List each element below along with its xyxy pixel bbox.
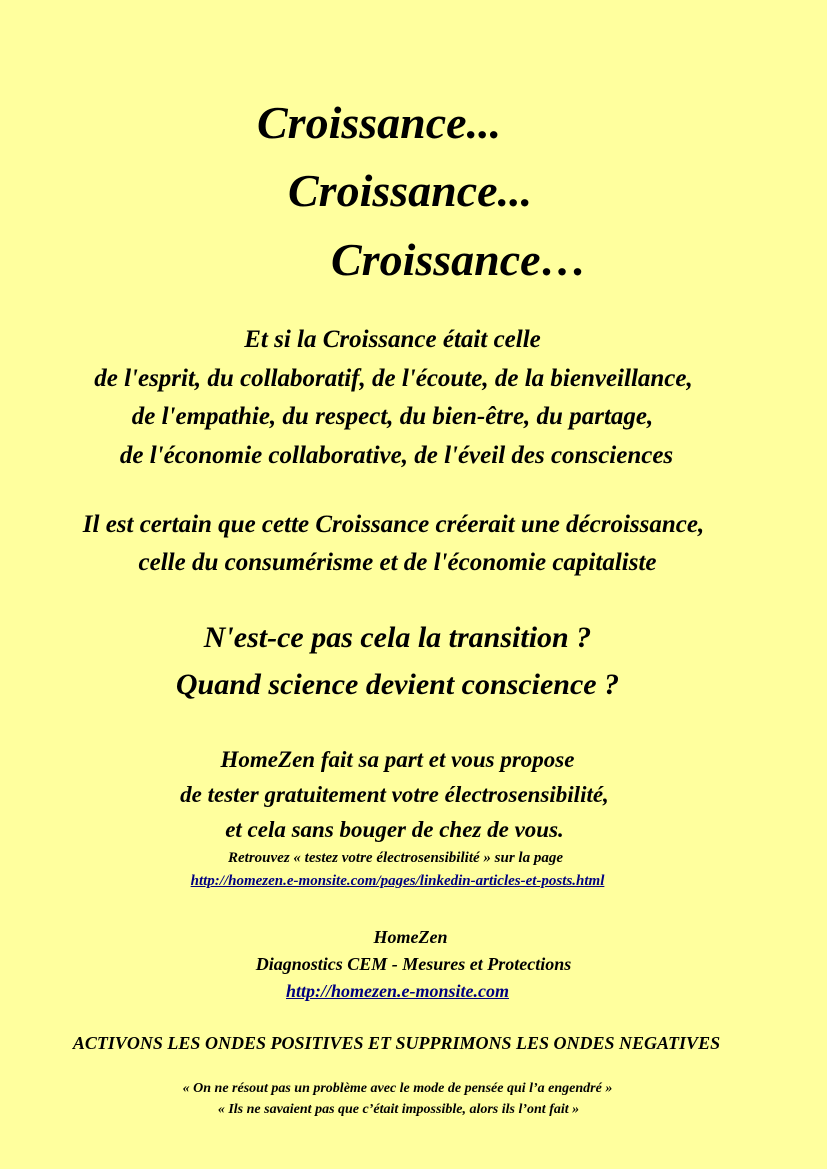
question-line-1: N'est-ce pas cela la transition ?: [203, 621, 592, 654]
paragraph1-line-4: de l'économie collaborative, de l'éveil des consciences: [119, 442, 674, 469]
offer-line-2: de tester gratuitement votre électrosensibilité,: [180, 782, 609, 807]
paragraph2-line-1: Il est certain que cette Croissance créerait une décroissance,: [82, 511, 705, 538]
paragraph1-line-1: Et si la Croissance était celle: [244, 326, 541, 353]
signature-link[interactable]: http://homezen.e-monsite.com: [286, 981, 509, 1001]
paragraph1-line-3: de l'empathie, du respect, du bien-être, du partage,: [131, 403, 654, 430]
offer-line-1: HomeZen fait sa part et vous propose: [220, 747, 575, 772]
quote-2: « Ils ne savaient pas que c’était impossible, alors ils l’ont fait »: [217, 1102, 580, 1117]
signature-subtitle: Diagnostics CEM - Mesures et Protections: [255, 954, 572, 974]
offer-link[interactable]: http://homezen.e-monsite.com/pages/linkedin-articles-et-posts.html: [190, 873, 605, 889]
offer-line-3: et cela sans bouger de chez de vous.: [225, 817, 564, 842]
question-line-2: Quand science devient conscience ?: [175, 668, 620, 701]
title-line-2: Croissance...: [288, 165, 533, 216]
slogan: ACTIVONS LES ONDES POSITIVES ET SUPPRIMONS LES ONDES NEGATIVES: [72, 1033, 721, 1053]
paragraph1-line-2: de l'esprit, du collaboratif, de l'écoute, de la bienveillance,: [94, 365, 693, 392]
paragraph2-line-2: celle du consumérisme et de l'économie capitaliste: [138, 549, 657, 576]
signature-name: HomeZen: [373, 927, 448, 947]
title-line-3: Croissance…: [331, 234, 587, 285]
quote-1: « On ne résout pas un problème avec le mode de pensée qui l’a engendré »: [182, 1081, 613, 1096]
offer-note: Retrouvez « testez votre électrosensibilité » sur la page: [228, 850, 563, 866]
title-line-1: Croissance...: [257, 97, 502, 148]
